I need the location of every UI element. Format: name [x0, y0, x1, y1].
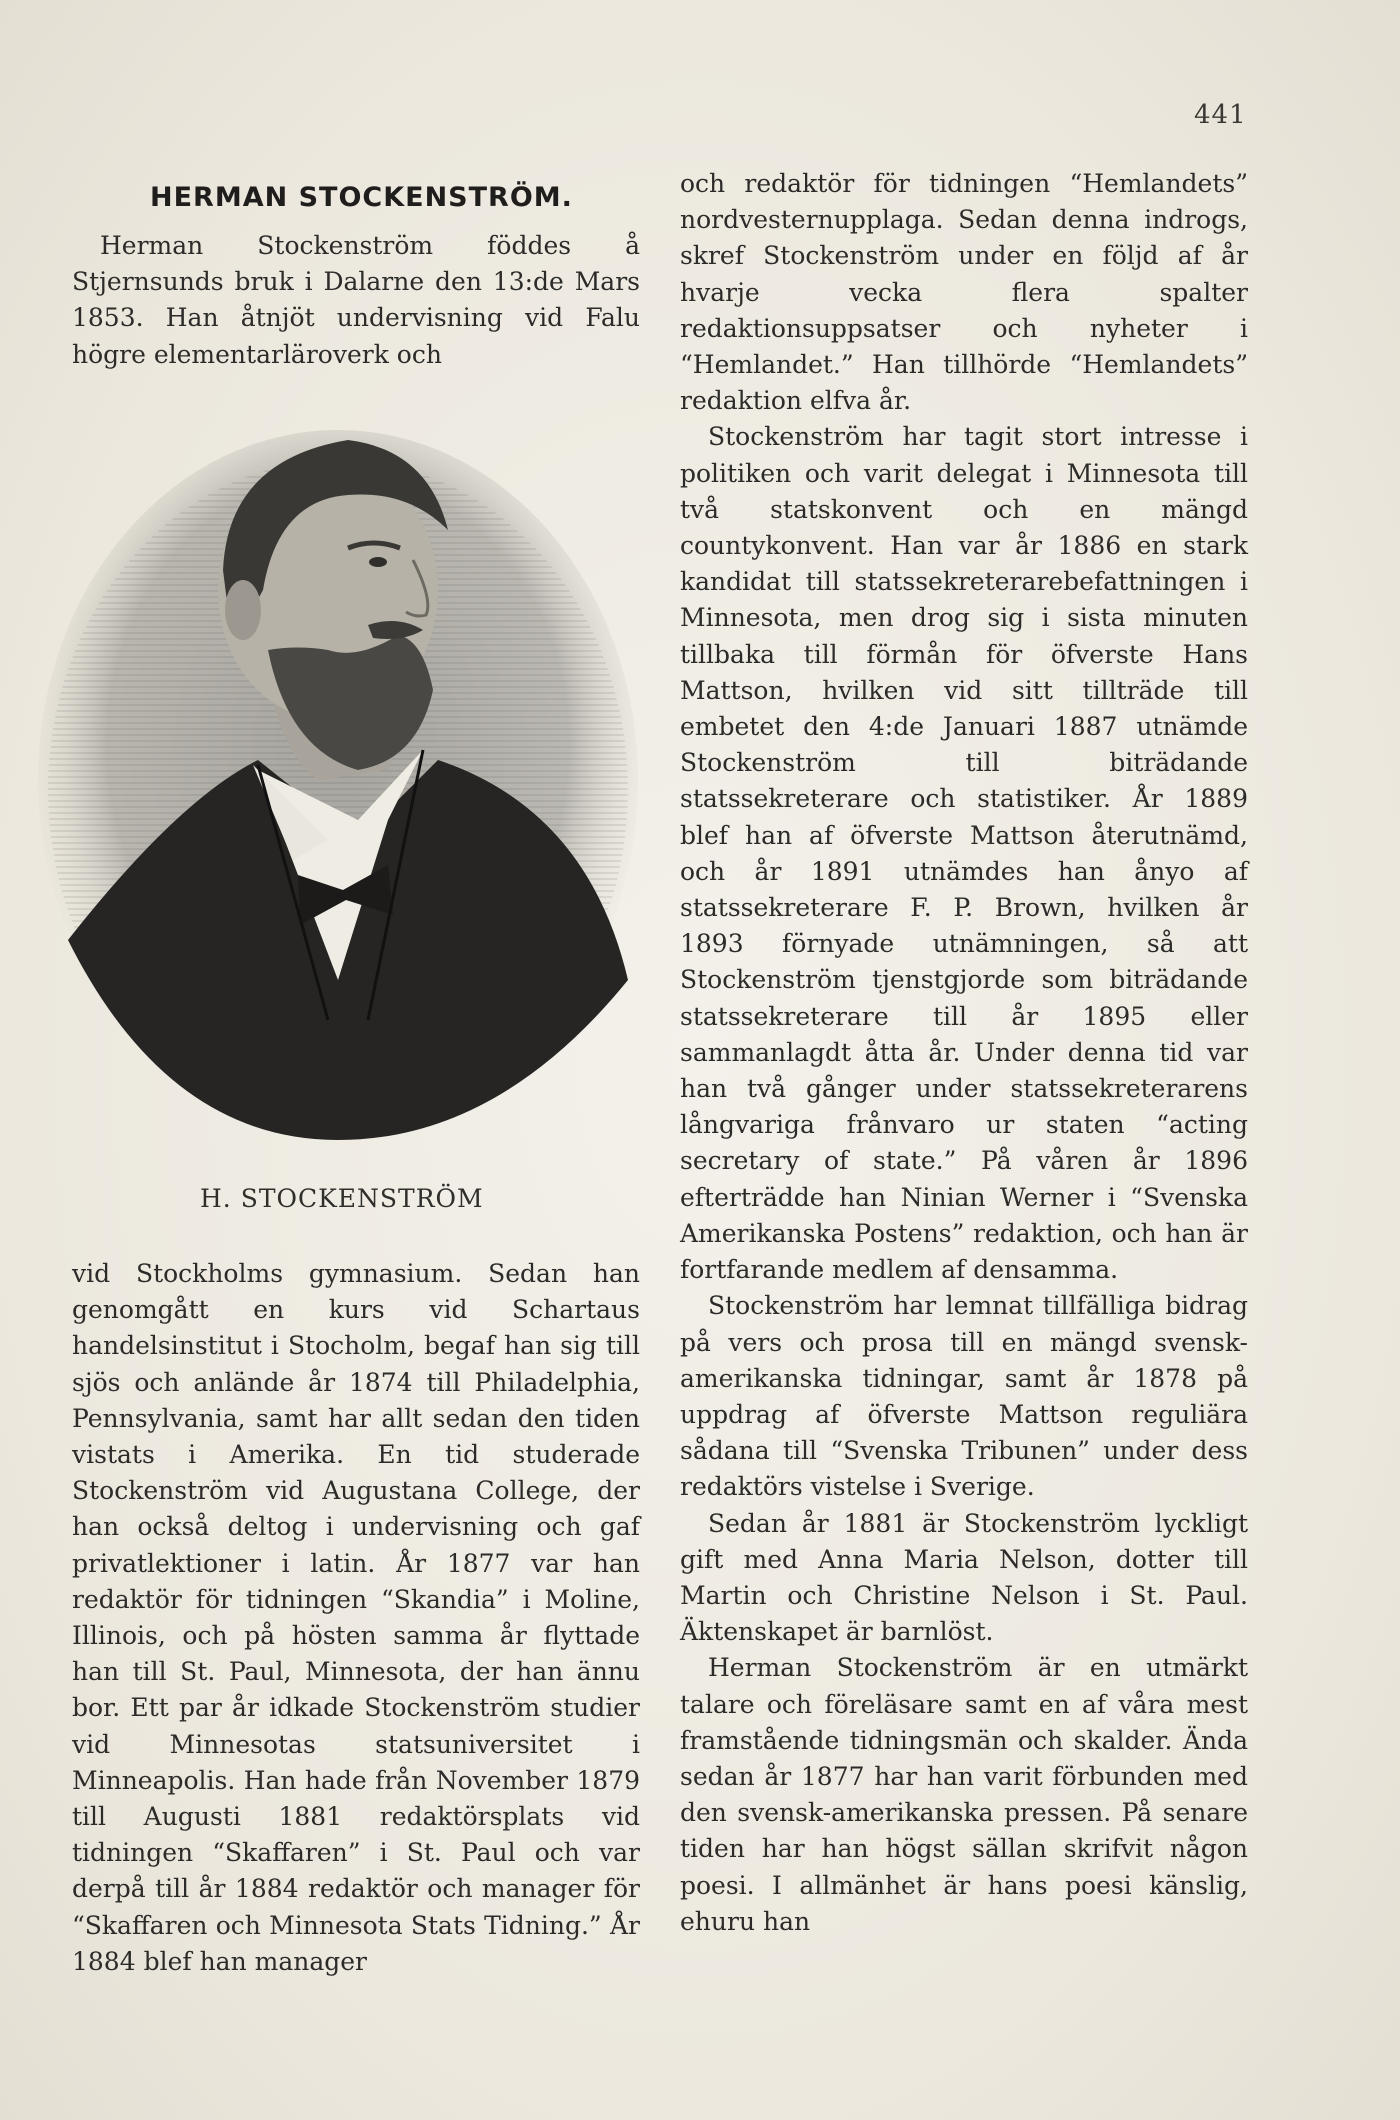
right-paragraph: Herman Stockenström är en utmärkt talare och föreläsare samt en af våra mest framstående tidningsmän och skalder. Ända sedan år 1877 har han varit förbunden med den svensk-amerikanska pressen. På senare tiden har han högst sällan skrifvit någon poesi. I allmänhet är hans poesi känslig, ehuru han	[680, 1653, 1248, 1936]
left-column-top	[72, 228, 640, 373]
right-paragraph: och redaktör för tidningen “Hemlandets” nordvesternupplaga. Sedan denna indrogs, skref Stockenström under en följd af år hvarje vecka flera spalter redaktionsuppsatser och nyheter i “Hemlandet.” Han tillhörde “Hemlandets” redaktion elfva år.	[680, 169, 1248, 416]
article-heading: HERMAN STOCKENSTRÖM.	[150, 182, 573, 213]
portrait-caption: H. STOCKENSTRÖM	[200, 1184, 484, 1213]
portrait-engraving-icon	[28, 420, 648, 1140]
right-paragraph: Sedan år 1881 är Stockenström lyckligt gift med Anna Maria Nelson, dotter till Martin och Christine Nelson i St. Paul. Äktenskapet är barnlöst.	[680, 1508, 1248, 1647]
right-column	[680, 166, 1248, 1940]
page-number: 441	[1194, 100, 1247, 130]
intro-paragraph: Herman Stockenström föddes å Stjernsunds bruk i Dalarne den 13:de Mars 1853. Han åtnjöt undervisning vid Falu högre elementarläroverk och	[72, 231, 640, 369]
continued-paragraph: vid Stockholms gymnasium. Sedan han genomgått en kurs vid Schartaus handelsinstitut i Stocholm, begaf han sig till sjös och anlände år 1874 till Philadelphia, Pennsylvania, samt har allt sedan den tiden vistats i Amerika. En tid studerade Stockenström vid Augustana College, der han också deltog i undervisning och gaf privatlektioner i latin. År 1877 var han redaktör för tidningen “Skandia” i Moline, Illinois, och på hösten samma år flyttade han till St. Paul, Minnesota, der han ännu bor. Ett par år idkade Stockenström studier vid Minnesotas statsuniversitet i Minneapolis. Han hade från November 1879 till Augusti 1881 redaktörsplats vid tidningen “Skaffaren” i St. Paul och var derpå till år 1884 redaktör och manager för “Skaffaren och Minnesota Stats Tidning.” År 1884 blef han manager	[72, 1259, 640, 1976]
left-column-bottom	[72, 1256, 640, 1980]
right-paragraph: Stockenström har lemnat tillfälliga bidrag på vers och prosa till en mängd svensk-amerikanska tidningar, samt år 1878 på uppdrag af öfverste Mattson reguliära sådana till “Svenska Tribunen” under dess redaktörs vistelse i Sverige.	[680, 1291, 1248, 1502]
right-paragraph: Stockenström har tagit stort intresse i politiken och varit delegat i Minnesota till två statskonvent och en mängd countykonvent. Han var år 1886 en stark kandidat till statssekreterarebefattningen i Minnesota, men drog sig i sista minuten tillbaka till förmån för öfverste Hans Mattson, hvilken vid sitt tillträde till embetet den 4:de Januari 1887 utnämde Stockenström till biträdande statssekreterare och statistiker. År 1889 blef han af öfverste Mattson återutnämd, och år 1891 utnämdes han ånyo af statssekreterare F. P. Brown, hvilken år 1893 förnyade utnämningen, så att Stockenström tjenstgjorde som biträdande statssekreterare till år 1895 eller sammanlagdt åtta år. Under denna tid var han två gånger under statssekreterarens långvariga frånvaro ur staten “acting secretary of state.” På våren år 1896 efterträdde han Ninian Werner i “Svenska Amerikanska Postens” redaktion, och han är fortfarande medlem af densamma.	[680, 422, 1248, 1285]
